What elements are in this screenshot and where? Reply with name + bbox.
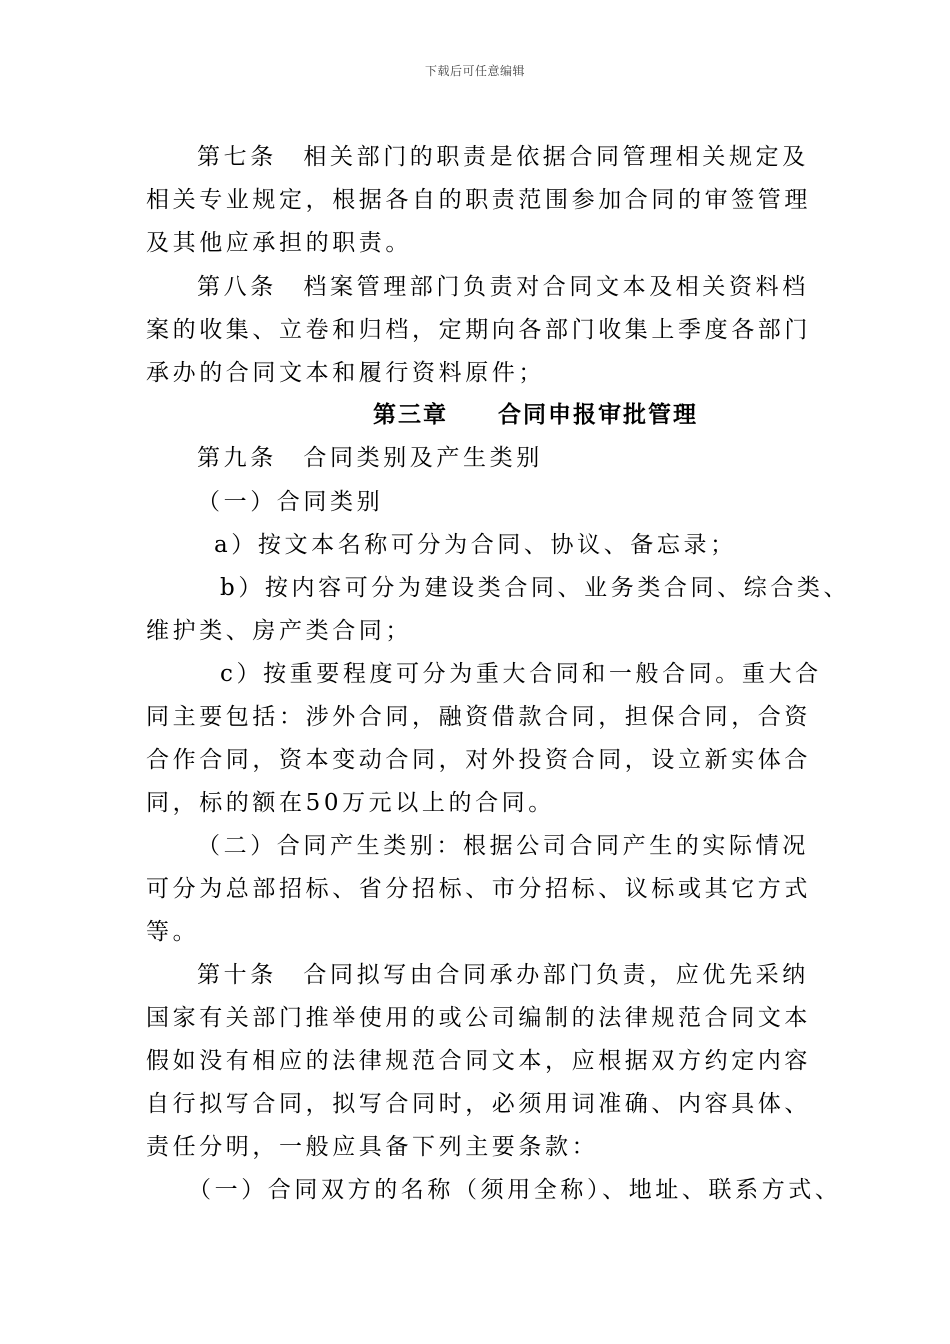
- article-10-line-3: 假如没有相应的法律规范合同文本，应根据双方约定内容: [146, 1048, 811, 1074]
- article-9-item-a: a）按文本名称可分为合同、协议、备忘录；: [214, 532, 737, 558]
- article-9-line-1: 第九条 合同类别及产生类别: [197, 445, 543, 471]
- article-7-line-1: 第七条 相关部门的职责是依据合同管理相关规定及: [197, 144, 809, 170]
- article-8-line-2: 案的收集、立卷和归档，定期向各部门收集上季度各部门: [146, 317, 811, 343]
- article-9-item-c-line-3: 合作合同，资本变动合同，对外投资合同，设立新实体合: [146, 747, 811, 773]
- article-7-line-2: 相关专业规定，根据各自的职责范围参加合同的审签管理: [146, 187, 811, 213]
- article-10-subsection-1: （一）合同双方的名称（须用全称）、地址、联系方式、: [188, 1177, 842, 1203]
- article-8-line-1: 第八条 档案管理部门负责对合同文本及相关资料档: [197, 274, 809, 300]
- header-note: 下载后可任意编辑: [424, 64, 525, 78]
- article-9-item-b-line-2: 维护类、房产类合同；: [146, 618, 412, 644]
- article-10-line-2: 国家有关部门推举使用的或公司编制的法律规范合同文本: [146, 1005, 811, 1031]
- article-10-line-4: 自行拟写合同，拟写合同时，必须用词准确、内容具体、: [146, 1091, 811, 1117]
- article-10-line-1: 第十条 合同拟写由合同承办部门负责，应优先采纳: [197, 962, 809, 988]
- article-9-item-b-line-1: b）按内容可分为建设类合同、业务类合同、综合类、: [220, 575, 851, 601]
- article-8-line-3: 承办的合同文本和履行资料原件；: [146, 360, 545, 386]
- article-9-subsection-2-line-1: （二）合同产生类别：根据公司合同产生的实际情况: [197, 833, 809, 859]
- article-9-item-c-line-4: 同，标的额在50万元以上的合同。: [146, 790, 555, 816]
- article-9-subsection-2-line-2: 可分为总部招标、省分招标、市分招标、议标或其它方式: [146, 876, 811, 902]
- article-9-subsection-2-line-3: 等。: [146, 919, 200, 945]
- chapter-3-heading: 第三章 合同申报审批管理: [373, 402, 698, 428]
- article-9-subsection-1: （一）合同类别: [197, 489, 384, 515]
- article-7-line-3: 及其他应承担的职责。: [146, 230, 412, 256]
- article-9-item-c-line-2: 同主要包括：涉外合同，融资借款合同，担保合同，合资: [146, 704, 811, 730]
- article-9-item-c-line-1: c）按重要程度可分为重大合同和一般合同。重大合: [220, 661, 822, 687]
- article-10-line-5: 责任分明，一般应具备下列主要条款：: [146, 1134, 599, 1160]
